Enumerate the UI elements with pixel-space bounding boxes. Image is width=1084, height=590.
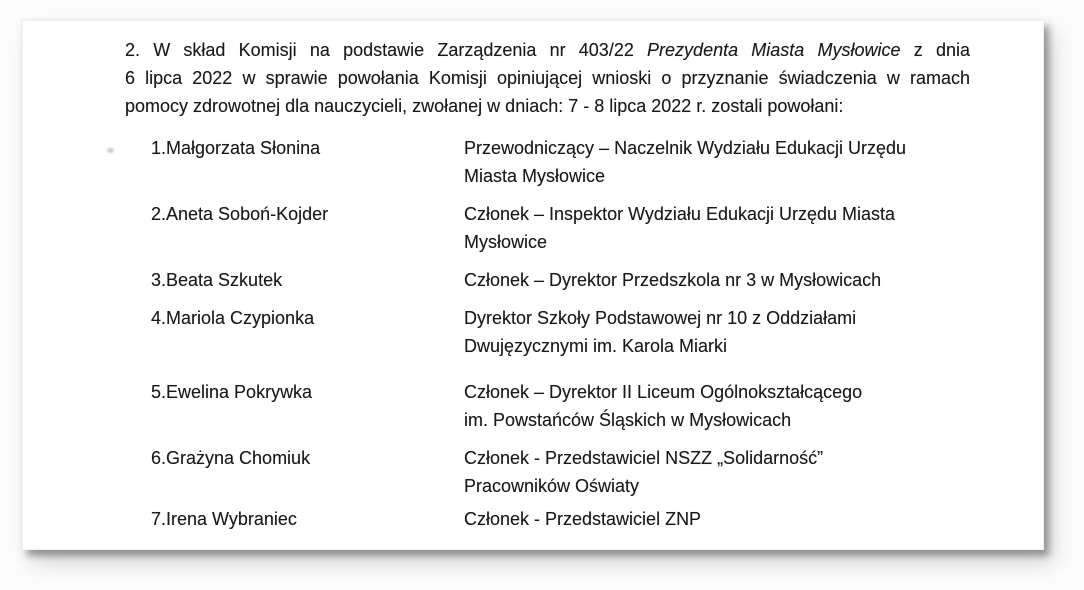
member-role-line: Pracowników Oświaty bbox=[464, 476, 640, 496]
member-role-line: Miasta Mysłowice bbox=[464, 166, 606, 186]
member-row bbox=[151, 200, 995, 256]
member-name-cell bbox=[151, 304, 464, 360]
member-number: 3. bbox=[151, 270, 167, 290]
paragraph-line bbox=[125, 36, 970, 64]
member-row bbox=[151, 304, 995, 360]
member-row bbox=[151, 266, 995, 294]
member-role-line: im. Powstańców Śląskich w Mysłowicach bbox=[464, 410, 792, 430]
member-row bbox=[151, 505, 995, 533]
member-role-line: Członek – Dyrektor II Liceum Ogólnokształcącego bbox=[464, 382, 863, 402]
member-role-line: Członek - Przedstawiciel ZNP bbox=[464, 509, 702, 529]
member-number: 4. bbox=[151, 308, 167, 328]
member-role-line: Dyrektor Szkoły Podstawowej nr 10 z Oddziałami bbox=[464, 308, 857, 328]
member-role-line: Członek – Dyrektor Przedszkola nr 3 w Mysłowicach bbox=[464, 270, 882, 290]
member-name: Grażyna Chomiuk bbox=[166, 448, 311, 468]
member-row bbox=[151, 134, 995, 190]
member-name-cell bbox=[151, 200, 464, 256]
member-role-cell bbox=[464, 378, 994, 434]
paragraph-text: z dnia bbox=[900, 40, 970, 60]
member-number: 1. bbox=[151, 138, 167, 158]
member-name: Beata Szkutek bbox=[166, 270, 283, 290]
member-role-line: Członek - Przedstawiciel NSZZ „Solidarność” bbox=[464, 448, 824, 468]
member-name-cell bbox=[151, 266, 464, 294]
member-name-cell bbox=[151, 444, 464, 500]
member-row bbox=[151, 444, 995, 500]
document-content bbox=[125, 36, 995, 543]
member-name-cell bbox=[151, 505, 464, 533]
document-page bbox=[22, 20, 1044, 550]
member-role-cell bbox=[464, 200, 994, 256]
member-name: Irena Wybraniec bbox=[166, 509, 297, 529]
intro-paragraph bbox=[125, 36, 970, 120]
member-role-line: Członek – Inspektor Wydziału Edukacji Urzędu Miasta bbox=[464, 204, 896, 224]
member-number: 7. bbox=[151, 509, 167, 529]
member-name: Małgorzata Słonina bbox=[166, 138, 321, 158]
member-role-cell bbox=[464, 444, 994, 500]
member-role-cell bbox=[464, 304, 994, 360]
member-number: 6. bbox=[151, 448, 167, 468]
member-list bbox=[151, 134, 995, 533]
member-name-cell bbox=[151, 378, 464, 434]
member-role-cell bbox=[464, 134, 994, 190]
member-name: Ewelina Pokrywka bbox=[166, 382, 313, 402]
member-role-line: Mysłowice bbox=[464, 232, 548, 252]
paragraph-line: 6 lipca 2022 w sprawie powołania Komisji opiniującej wnioski o przyznanie świadczenia w ramach bbox=[125, 68, 970, 88]
member-name: Aneta Soboń-Kojder bbox=[166, 204, 329, 224]
member-role-cell bbox=[464, 505, 994, 533]
member-number: 2. bbox=[151, 204, 167, 224]
member-role-line: Dwujęzycznymi im. Karola Miarki bbox=[464, 336, 728, 356]
member-role-cell bbox=[464, 266, 994, 294]
paragraph-text: 2. W skład Komisji na podstawie Zarządzenia nr 403/22 bbox=[125, 40, 648, 60]
member-name: Mariola Czypionka bbox=[166, 308, 315, 328]
member-row bbox=[151, 378, 995, 434]
paragraph-italic-text: Prezydenta Miasta Mysłowice bbox=[647, 40, 901, 60]
paragraph-line: pomocy zdrowotnej dla nauczycieli, zwołanej w dniach: 7 - 8 lipca 2022 r. zostali powołani: bbox=[125, 96, 844, 116]
scan-artifact bbox=[107, 148, 114, 153]
member-number: 5. bbox=[151, 382, 167, 402]
member-name-cell bbox=[151, 134, 464, 190]
member-role-line: Przewodniczący – Naczelnik Wydziału Edukacji Urzędu bbox=[464, 138, 907, 158]
